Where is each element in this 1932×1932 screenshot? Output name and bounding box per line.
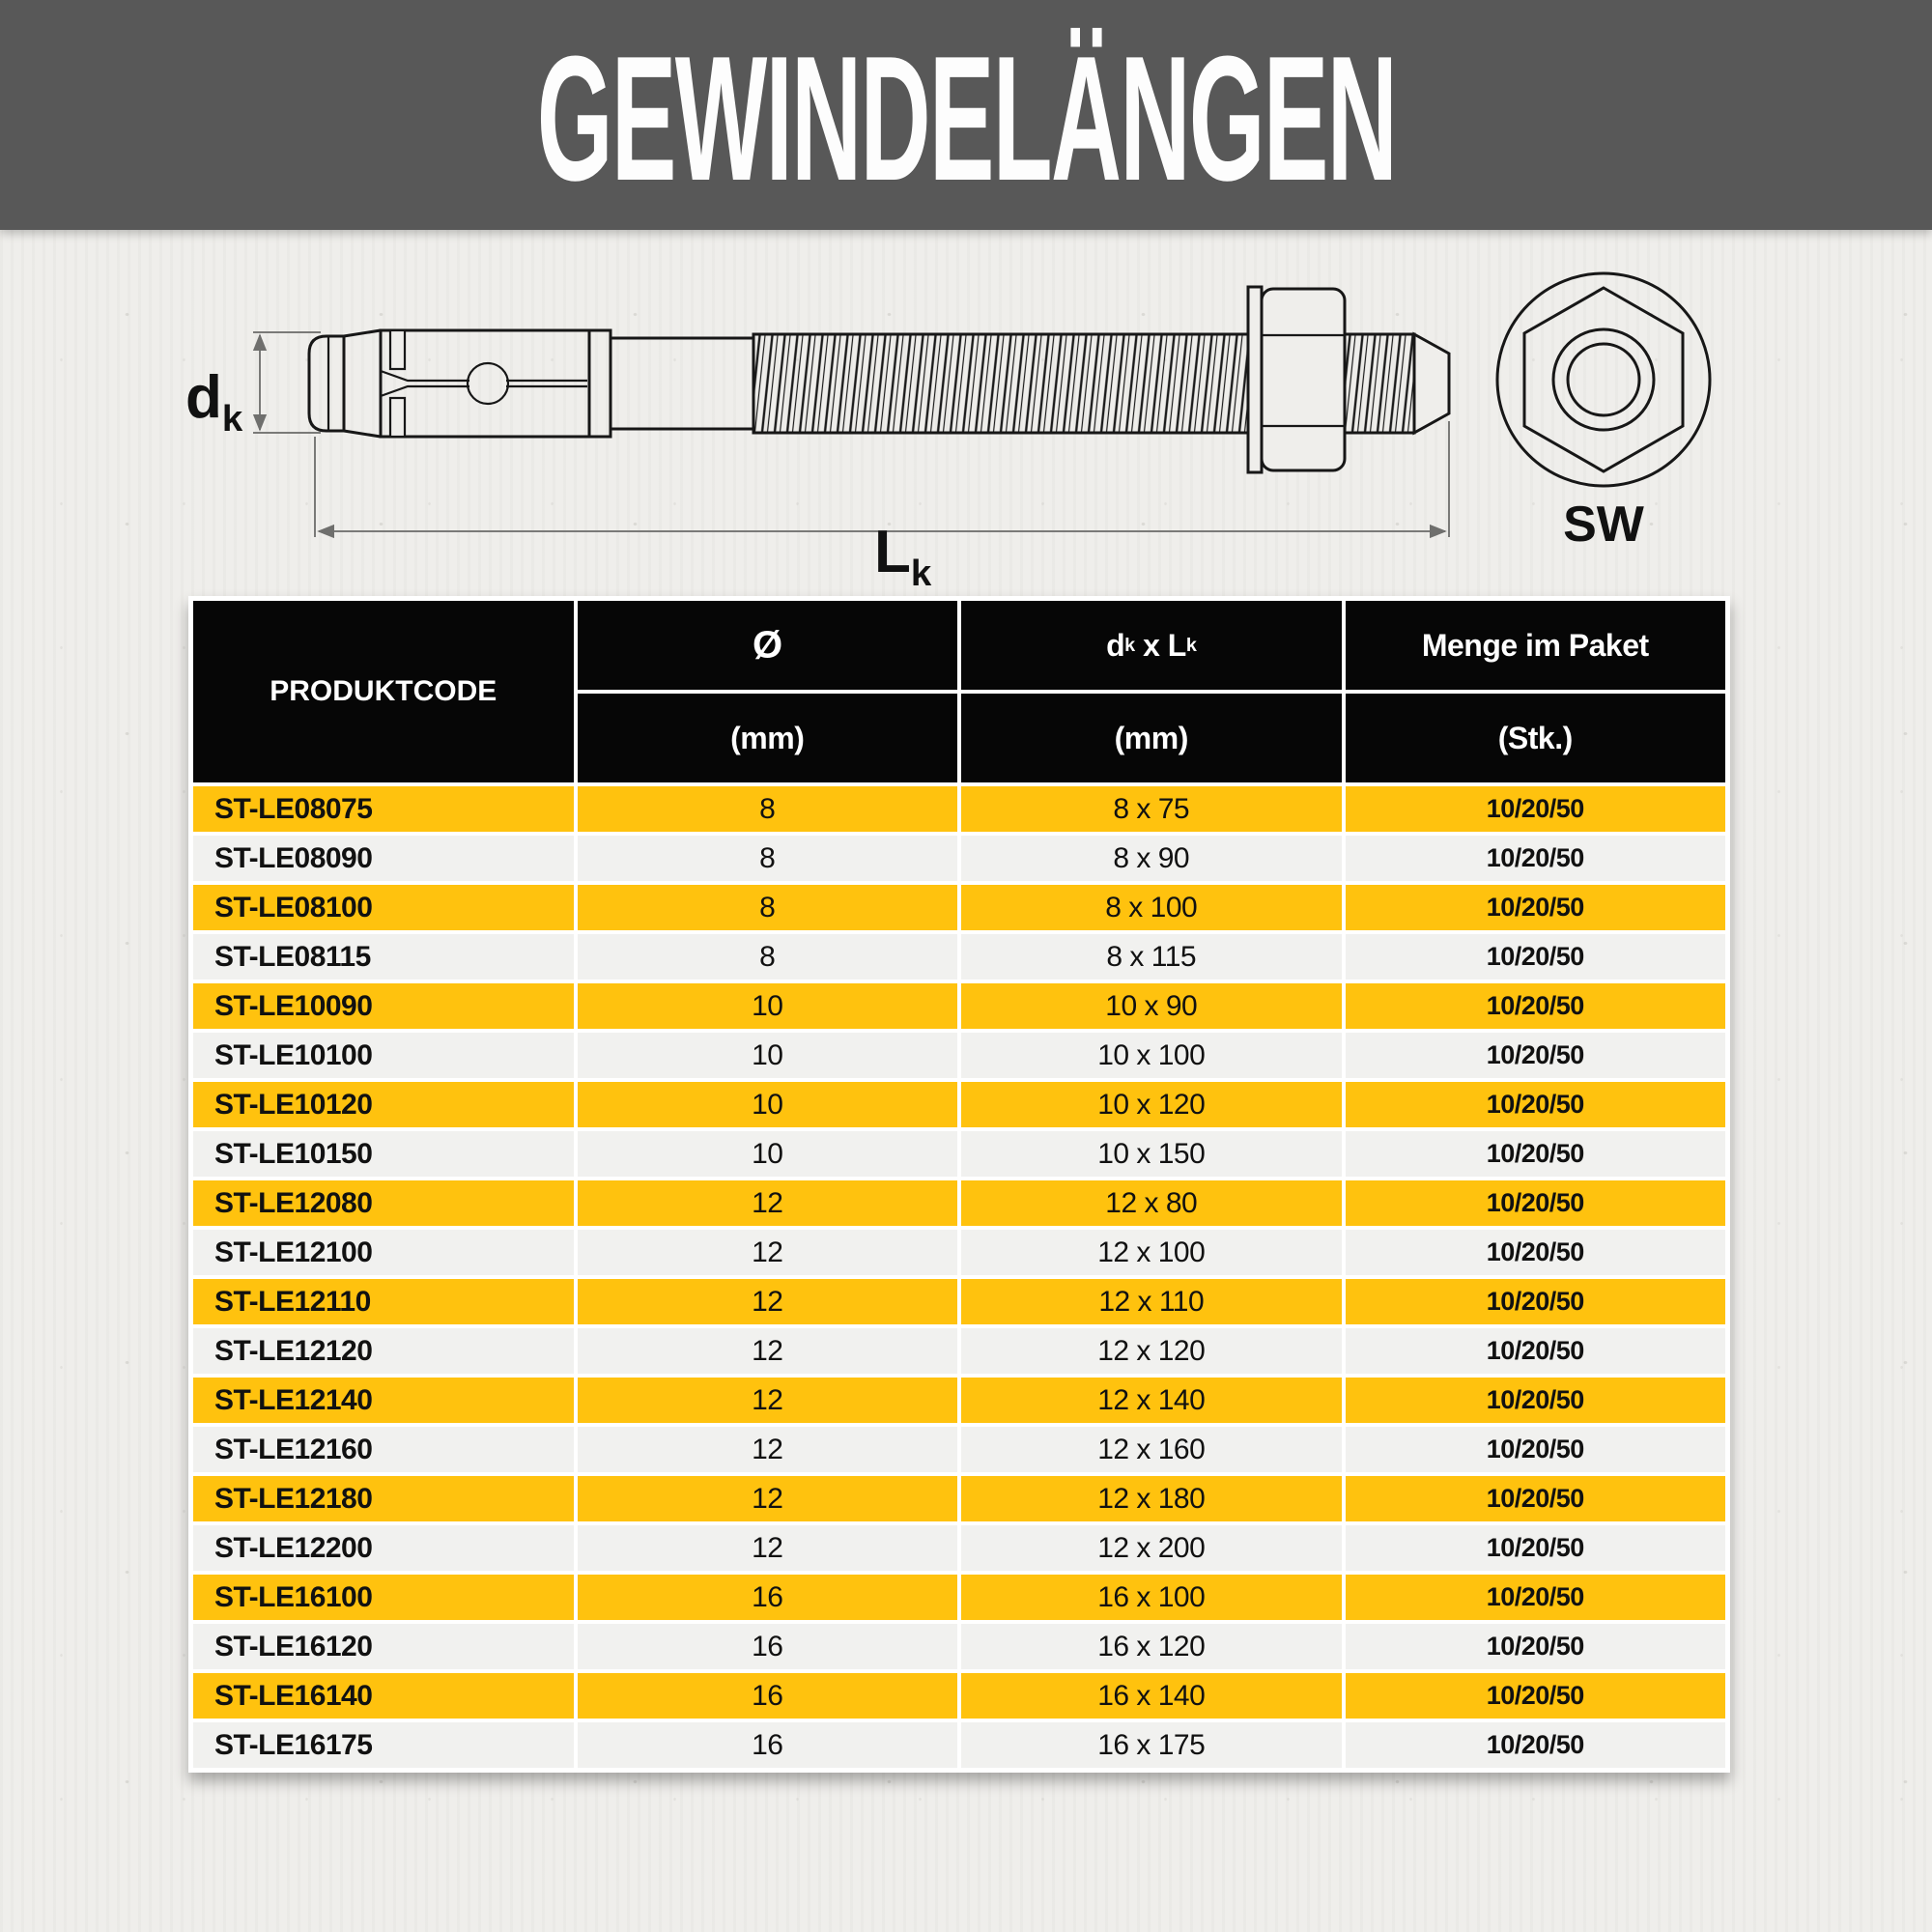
dimensions-cell: 10 x 100 [961, 1033, 1342, 1078]
header-produktcode: PRODUKTCODE [193, 601, 574, 782]
product-code-cell: ST-LE08090 [193, 836, 574, 881]
quantity-cell: 10/20/50 [1346, 786, 1726, 832]
quantity-cell: 10/20/50 [1346, 1722, 1726, 1768]
product-code-cell: ST-LE12140 [193, 1378, 574, 1423]
header-menge-im-paket: Menge im Paket [1346, 601, 1726, 690]
diameter-cell: 12 [578, 1180, 958, 1226]
quantity-cell: 10/20/50 [1346, 1131, 1726, 1177]
header-dk-x-lk [961, 601, 1342, 690]
dimensions-cell: 16 x 140 [961, 1673, 1342, 1719]
dimensions-cell: 8 x 115 [961, 934, 1342, 980]
diameter-cell: 10 [578, 983, 958, 1029]
diameter-cell: 16 [578, 1722, 958, 1768]
diameter-cell: 8 [578, 836, 958, 881]
quantity-cell: 10/20/50 [1346, 1230, 1726, 1275]
dimensions-cell: 10 x 150 [961, 1131, 1342, 1177]
product-code-cell: ST-LE12100 [193, 1230, 574, 1275]
dimensions-cell: 8 x 100 [961, 885, 1342, 930]
product-code-cell: ST-LE12180 [193, 1476, 574, 1521]
dimensions-cell: 12 x 80 [961, 1180, 1342, 1226]
dimensions-cell: 10 x 90 [961, 983, 1342, 1029]
quantity-cell: 10/20/50 [1346, 1180, 1726, 1226]
quantity-cell: 10/20/50 [1346, 1525, 1726, 1571]
sw-label: SW [1563, 497, 1644, 553]
quantity-cell: 10/20/50 [1346, 1624, 1726, 1669]
dimensions-cell: 12 x 110 [961, 1279, 1342, 1324]
dk-base: d [1106, 627, 1125, 663]
quantity-cell: 10/20/50 [1346, 934, 1726, 980]
header-diameter-symbol: Ø [578, 601, 958, 690]
product-code-cell: ST-LE12200 [193, 1525, 574, 1571]
dimensions-cell: 12 x 100 [961, 1230, 1342, 1275]
dimensions-cell: 8 x 75 [961, 786, 1342, 832]
quantity-cell: 10/20/50 [1346, 1427, 1726, 1472]
product-code-cell: ST-LE16175 [193, 1722, 574, 1768]
quantity-cell: 10/20/50 [1346, 983, 1726, 1029]
dk-lk-separator: x [1134, 627, 1168, 663]
diameter-cell: 12 [578, 1279, 958, 1324]
title-banner [0, 0, 1932, 230]
quantity-cell: 10/20/50 [1346, 1082, 1726, 1127]
diameter-cell: 12 [578, 1525, 958, 1571]
product-code-cell: ST-LE12080 [193, 1180, 574, 1226]
product-table [188, 596, 1730, 1773]
quantity-cell: 10/20/50 [1346, 1033, 1726, 1078]
diameter-cell: 8 [578, 934, 958, 980]
diameter-cell: 12 [578, 1328, 958, 1374]
dimensions-cell: 16 x 175 [961, 1722, 1342, 1768]
diameter-cell: 16 [578, 1575, 958, 1620]
diameter-cell: 16 [578, 1624, 958, 1669]
anchor-technical-drawing [135, 251, 1797, 599]
anchor-end-view [1497, 273, 1710, 486]
spec-table-grid [193, 601, 1725, 1768]
diameter-cell: 12 [578, 1476, 958, 1521]
product-code-cell: ST-LE16140 [193, 1673, 574, 1719]
product-code-cell: ST-LE16120 [193, 1624, 574, 1669]
dimensions-cell: 8 x 90 [961, 836, 1342, 881]
dimensions-cell: 12 x 200 [961, 1525, 1342, 1571]
dimensions-cell: 12 x 120 [961, 1328, 1342, 1374]
lk-base: L [1167, 627, 1186, 663]
product-code-cell: ST-LE08100 [193, 885, 574, 930]
product-code-cell: ST-LE12120 [193, 1328, 574, 1374]
diameter-cell: 10 [578, 1131, 958, 1177]
dimensions-cell: 10 x 120 [961, 1082, 1342, 1127]
diameter-cell: 12 [578, 1427, 958, 1472]
header-unit-diameter-mm: (mm) [578, 694, 958, 782]
quantity-cell: 10/20/50 [1346, 1378, 1726, 1423]
product-code-cell: ST-LE10120 [193, 1082, 574, 1127]
diameter-cell: 16 [578, 1673, 958, 1719]
quantity-cell: 10/20/50 [1346, 1279, 1726, 1324]
diameter-cell: 12 [578, 1378, 958, 1423]
diameter-cell: 12 [578, 1230, 958, 1275]
quantity-cell: 10/20/50 [1346, 1328, 1726, 1374]
product-code-cell: ST-LE10100 [193, 1033, 574, 1078]
dimensions-cell: 12 x 140 [961, 1378, 1342, 1423]
dimensions-cell: 12 x 160 [961, 1427, 1342, 1472]
quantity-cell: 10/20/50 [1346, 1575, 1726, 1620]
dimensions-cell: 16 x 120 [961, 1624, 1342, 1669]
dk-dimension-label: $d_k$ [185, 364, 243, 440]
diameter-cell: 8 [578, 786, 958, 832]
product-code-cell: ST-LE16100 [193, 1575, 574, 1620]
header-unit-dklk-mm: (mm) [961, 694, 1342, 782]
diameter-cell: 10 [578, 1082, 958, 1127]
quantity-cell: 10/20/50 [1346, 836, 1726, 881]
dk-sub: k [1124, 634, 1135, 656]
quantity-cell: 10/20/50 [1346, 1673, 1726, 1719]
header-unit-stk: (Stk.) [1346, 694, 1726, 782]
dimensions-cell: 16 x 100 [961, 1575, 1342, 1620]
quantity-cell: 10/20/50 [1346, 1476, 1726, 1521]
diameter-cell: 10 [578, 1033, 958, 1078]
product-code-cell: ST-LE08075 [193, 786, 574, 832]
product-code-cell: ST-LE12160 [193, 1427, 574, 1472]
page-title: GEWINDELÄNGEN [536, 18, 1396, 217]
dimensions-cell: 12 x 180 [961, 1476, 1342, 1521]
lk-dimension-label: $L_k$ [874, 519, 932, 594]
product-code-cell: ST-LE10090 [193, 983, 574, 1029]
diameter-cell: 8 [578, 885, 958, 930]
product-code-cell: ST-LE10150 [193, 1131, 574, 1177]
quantity-cell: 10/20/50 [1346, 885, 1726, 930]
product-code-cell: ST-LE12110 [193, 1279, 574, 1324]
product-code-cell: ST-LE08115 [193, 934, 574, 980]
lk-sub: k [1185, 634, 1197, 656]
anchor-bolt-side-view [309, 287, 1449, 472]
